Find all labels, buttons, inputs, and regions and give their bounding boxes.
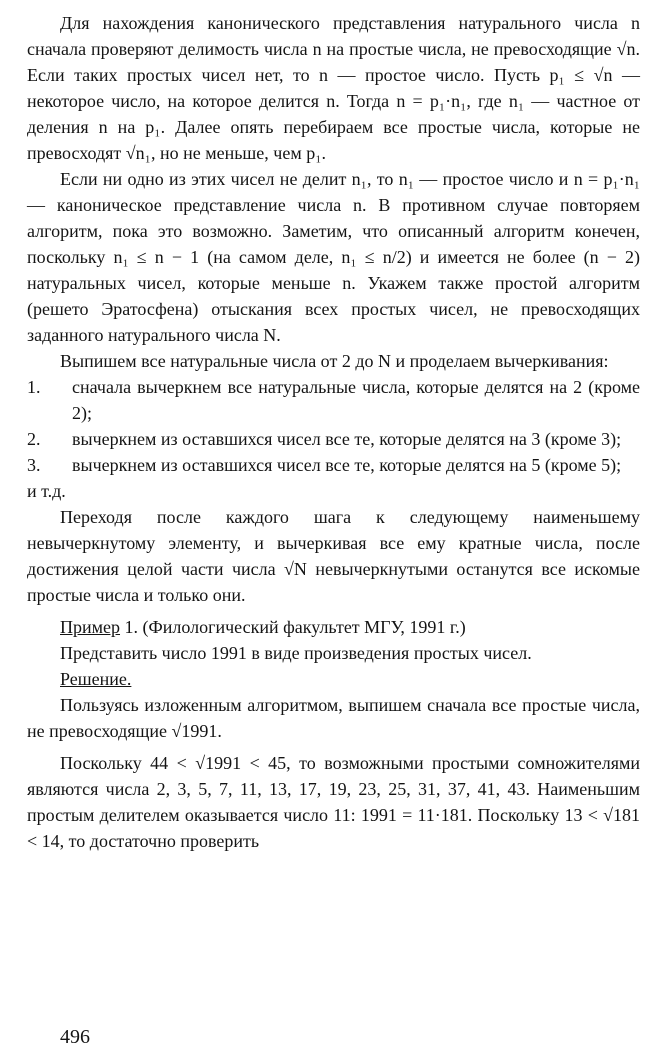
page-number: 496: [60, 1026, 90, 1048]
list-item-number: 1.: [27, 377, 41, 397]
list-item: [27, 452, 640, 478]
list-item-number: 3.: [27, 455, 41, 475]
example-label: Пример: [60, 617, 121, 637]
solution-label: Решение.: [60, 669, 132, 689]
solution-heading: [27, 666, 640, 692]
paragraph-sieve-conclusion: Переходя после каждого шага к следующему наименьшему невычеркнутому элементу, и вычеркивая все ему кратные числа, после достижения целой части числа √N невычеркнутыми останутся все искомые простые числа и только они.: [27, 507, 640, 605]
list-item-text: вычеркнем из оставшихся чисел все те, которые делятся на 3 (кроме 3);: [72, 429, 622, 449]
example-task: Представить число 1991 в виде произведения простых чисел.: [60, 643, 532, 663]
paragraph-sieve-intro: Выпишем все натуральные числа от 2 до N и проделаем вычеркивания:: [60, 351, 609, 371]
list-item-number: 2.: [27, 429, 41, 449]
example-source: 1. (Филологический факультет МГУ, 1991 г.): [120, 617, 466, 637]
paragraph-algorithm-termination: Если ни одно из этих чисел не делит n₁, то n₁ — простое число и n = p₁·n₁ — каноническое представление числа n. В противном случае повторяем алгоритм, пока это возможно. Заметим, что описанный алгоритм конечен, поскольку n₁ ≤ n − 1 (на самом деле, n₁ ≤ n/2) и имеется не более (n − 2) натуральных чисел, которые меньше n. Укажем также простой алгоритм (решето Эратосфена) отыскания всех простых чисел, не превосходящих заданного натурального числа N.: [27, 169, 640, 345]
list-item: [27, 374, 640, 426]
paragraph-canonical-representation: Для нахождения канонического представления натурального числа n сначала проверяют делимость числа n на простые числа, не превосходящие √n. Если таких простых чисел нет, то n — простое число. Пусть p₁ ≤ √n — некоторое число, на которое делится n. Тогда n = p₁·n₁, где n₁ — частное от деления n на p₁. Далее опять перебираем все простые числа, которые не превосходят √n₁, но не меньше, чем p₁.: [27, 13, 640, 163]
sieve-steps-list: [27, 374, 640, 478]
solution-step-1: Пользуясь изложенным алгоритмом, выпишем сначала все простые числа, не превосходящие √1991.: [27, 695, 640, 741]
solution-step-2: Поскольку 44 < √1991 < 45, то возможными простыми сомножителями являются числа 2, 3, 5, 7, 11, 13, 17, 19, 23, 25, 31, 37, 41, 43. Наименьшим простым делителем оказывается число 11: 1991 = 11·181. Поскольку 13 < √181 < 14, то достаточно проверить: [27, 753, 640, 851]
list-item-text: вычеркнем из оставшихся чисел все те, которые делятся на 5 (кроме 5);: [72, 455, 622, 475]
list-item: [27, 426, 640, 452]
example-heading: [27, 614, 640, 640]
etc-line: и т.д.: [27, 481, 66, 501]
list-item-text: сначала вычеркнем все натуральные числа, которые делятся на 2 (кроме 2);: [72, 377, 640, 423]
